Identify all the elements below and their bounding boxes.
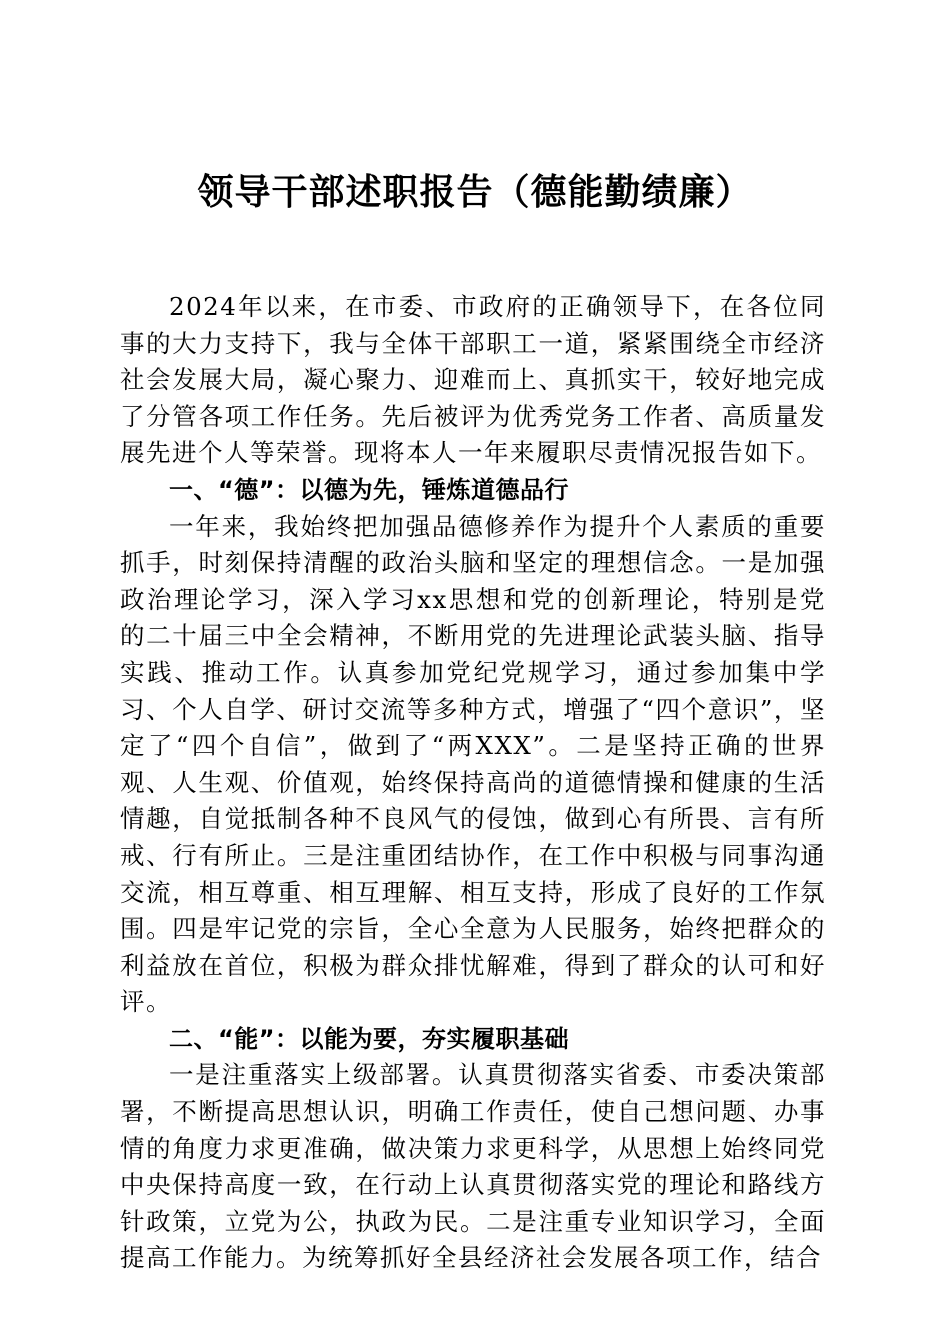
page-title: 领导干部述职报告（德能勤绩廉） xyxy=(197,171,753,213)
document-body xyxy=(120,289,826,1277)
section-neng xyxy=(120,1021,826,1277)
intro-paragraph: 2024年以来，在市委、市政府的正确领导下，在各位同事的大力支持下，我与全体干部职工一道，紧紧围绕全市经济社会发展大局，凝心聚力、迎难而上、真抓实干，较好地完成了分管各项工作任务。先后被评为优秀党务工作者、高质量发展先进个人等荣誉。现将本人一年来履职尽责情况报告如下。 xyxy=(120,292,826,468)
section-paragraph: 一年来，我始终把加强品德修养作为提升个人素质的重要抓手，时刻保持清醒的政治头脑和坚定的理想信念。一是加强政治理论学习，深入学习xx思想和党的创新理论，特别是党的二十届三中全会精神，不断用党的先进理论武装头脑、指导实践、推动工作。认真参加党纪党规学习，通过参加集中学习、个人自学、研讨交流等多种方式，增强了“四个意识”，坚定了“四个自信”，做到了“两XXX”。二是坚持正确的世界观、人生观、价值观，始终保持高尚的道德情操和健康的生活情趣，自觉抵制各种不良风气的侵蚀，做到心有所畏、言有所戒、行有所止。三是注重团结协作，在工作中积极与同事沟通交流，相互尊重、相互理解、相互支持，形成了良好的工作氛围。四是牢记党的宗旨，全心全意为人民服务，始终把群众的利益放在首位，积极为群众排忧解难，得到了群众的认可和好评。 xyxy=(120,511,826,1017)
section-heading: 一、“德”：以德为先，锤炼道德品行 xyxy=(169,475,570,504)
section-de xyxy=(120,472,826,1021)
section-heading: 二、“能”：以能为要，夯实履职基础 xyxy=(169,1024,570,1053)
section-paragraph: 一是注重落实上级部署。认真贯彻落实省委、市委决策部署，不断提高思想认识，明确工作责任，使自己想问题、办事情的角度力求更准确，做决策力求更科学，从思想上始终同党中央保持高度一致，在行动上认真贯彻落实党的理论和路线方针政策，立党为公，执政为民。二是注重专业知识学习，全面提高工作能力。为统筹抓好全县经济社会发展各项工作，结合 xyxy=(120,1060,826,1273)
